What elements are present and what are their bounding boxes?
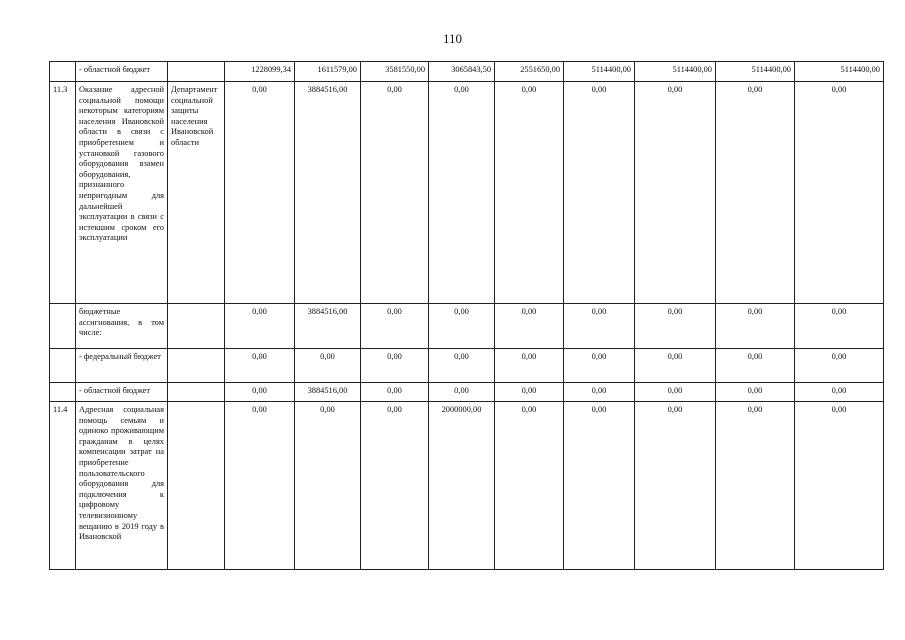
value-cell: 0,00 (361, 349, 429, 383)
value-cell: 0,00 (361, 402, 429, 570)
value-cell: 0,00 (225, 349, 295, 383)
value-cell: 0,00 (795, 402, 884, 570)
row-description-cell: Оказание адресной социальной помощи некоторым категориям населения Ивановской области в связи с приобретением и установкой газового оборудования взамен оборудования, признанного непригодным для дальнейшей эксплуатации в связи с истекшим сроком его эксплуатации (76, 82, 168, 304)
row-index-cell (50, 383, 76, 402)
value-cell: 0,00 (564, 349, 635, 383)
row-description-cell: - областной бюджет (76, 383, 168, 402)
value-cell: 3884516,00 (295, 82, 361, 304)
value-cell: 0,00 (225, 82, 295, 304)
row-description-cell: - областной бюджет (76, 62, 168, 82)
value-cell: 0,00 (495, 304, 564, 349)
value-cell: 0,00 (495, 349, 564, 383)
value-cell: 0,00 (795, 82, 884, 304)
table-row (50, 402, 884, 570)
value-cell: 0,00 (495, 402, 564, 570)
value-cell: 0,00 (716, 304, 795, 349)
value-cell: 0,00 (635, 304, 716, 349)
value-cell: 0,00 (295, 349, 361, 383)
value-cell: 0,00 (716, 349, 795, 383)
row-description-cell: Адресная социальная помощь семьям и одиноко проживающим гражданам в целях компенсации затрат на приобретение пользовательского оборудования для подключения к цифровому телевизионному вещанию в 2019 году в Ивановской (76, 402, 168, 570)
value-cell: 0,00 (635, 349, 716, 383)
table-row (50, 383, 884, 402)
value-cell: 0,00 (225, 402, 295, 570)
value-cell: 5114400,00 (795, 62, 884, 82)
value-cell: 3065843,50 (429, 62, 495, 82)
row-executor-cell: Департамент социальной защиты населения Ивановской области (168, 82, 225, 304)
page-number: 110 (442, 31, 463, 46)
value-cell: 0,00 (429, 304, 495, 349)
value-cell: 0,00 (635, 383, 716, 402)
table-row (50, 82, 884, 304)
value-cell: 0,00 (716, 82, 795, 304)
row-index-cell (50, 349, 76, 383)
table-row (50, 304, 884, 349)
value-cell: 0,00 (361, 82, 429, 304)
value-cell: 0,00 (225, 304, 295, 349)
value-cell: 5114400,00 (635, 62, 716, 82)
value-cell: 0,00 (564, 304, 635, 349)
value-cell: 5114400,00 (716, 62, 795, 82)
value-cell: 0,00 (495, 383, 564, 402)
value-cell: 0,00 (635, 402, 716, 570)
value-cell: 0,00 (429, 349, 495, 383)
value-cell: 0,00 (795, 383, 884, 402)
value-cell: 0,00 (564, 383, 635, 402)
value-cell: 0,00 (225, 383, 295, 402)
row-index-cell: 11.3 (50, 82, 76, 304)
value-cell: 3884516,00 (295, 383, 361, 402)
value-cell: 2000000,00 (429, 402, 495, 570)
value-cell: 0,00 (635, 82, 716, 304)
value-cell: 1228099,34 (225, 62, 295, 82)
value-cell: 2551650,00 (495, 62, 564, 82)
row-executor-cell (168, 349, 225, 383)
value-cell: 0,00 (361, 383, 429, 402)
row-description-cell: бюджетные ассигнования, в том числе: (76, 304, 168, 349)
value-cell: 0,00 (564, 82, 635, 304)
row-index-cell (50, 304, 76, 349)
value-cell: 0,00 (429, 383, 495, 402)
value-cell: 0,00 (429, 82, 495, 304)
budget-table (49, 61, 884, 570)
value-cell: 5114400,00 (564, 62, 635, 82)
value-cell: 0,00 (361, 304, 429, 349)
table-row (50, 62, 884, 82)
row-executor-cell (168, 62, 225, 82)
row-executor-cell (168, 304, 225, 349)
value-cell: 0,00 (795, 304, 884, 349)
value-cell: 0,00 (795, 349, 884, 383)
table-row (50, 349, 884, 383)
value-cell: 0,00 (295, 402, 361, 570)
row-description-cell: - федеральный бюджет (76, 349, 168, 383)
value-cell: 1611579,00 (295, 62, 361, 82)
row-executor-cell (168, 383, 225, 402)
value-cell: 3884516,00 (295, 304, 361, 349)
row-index-cell: 11.4 (50, 402, 76, 570)
row-index-cell (50, 62, 76, 82)
row-executor-cell (168, 402, 225, 570)
value-cell: 3581550,00 (361, 62, 429, 82)
value-cell: 0,00 (564, 402, 635, 570)
value-cell: 0,00 (495, 82, 564, 304)
value-cell: 0,00 (716, 402, 795, 570)
value-cell: 0,00 (716, 383, 795, 402)
